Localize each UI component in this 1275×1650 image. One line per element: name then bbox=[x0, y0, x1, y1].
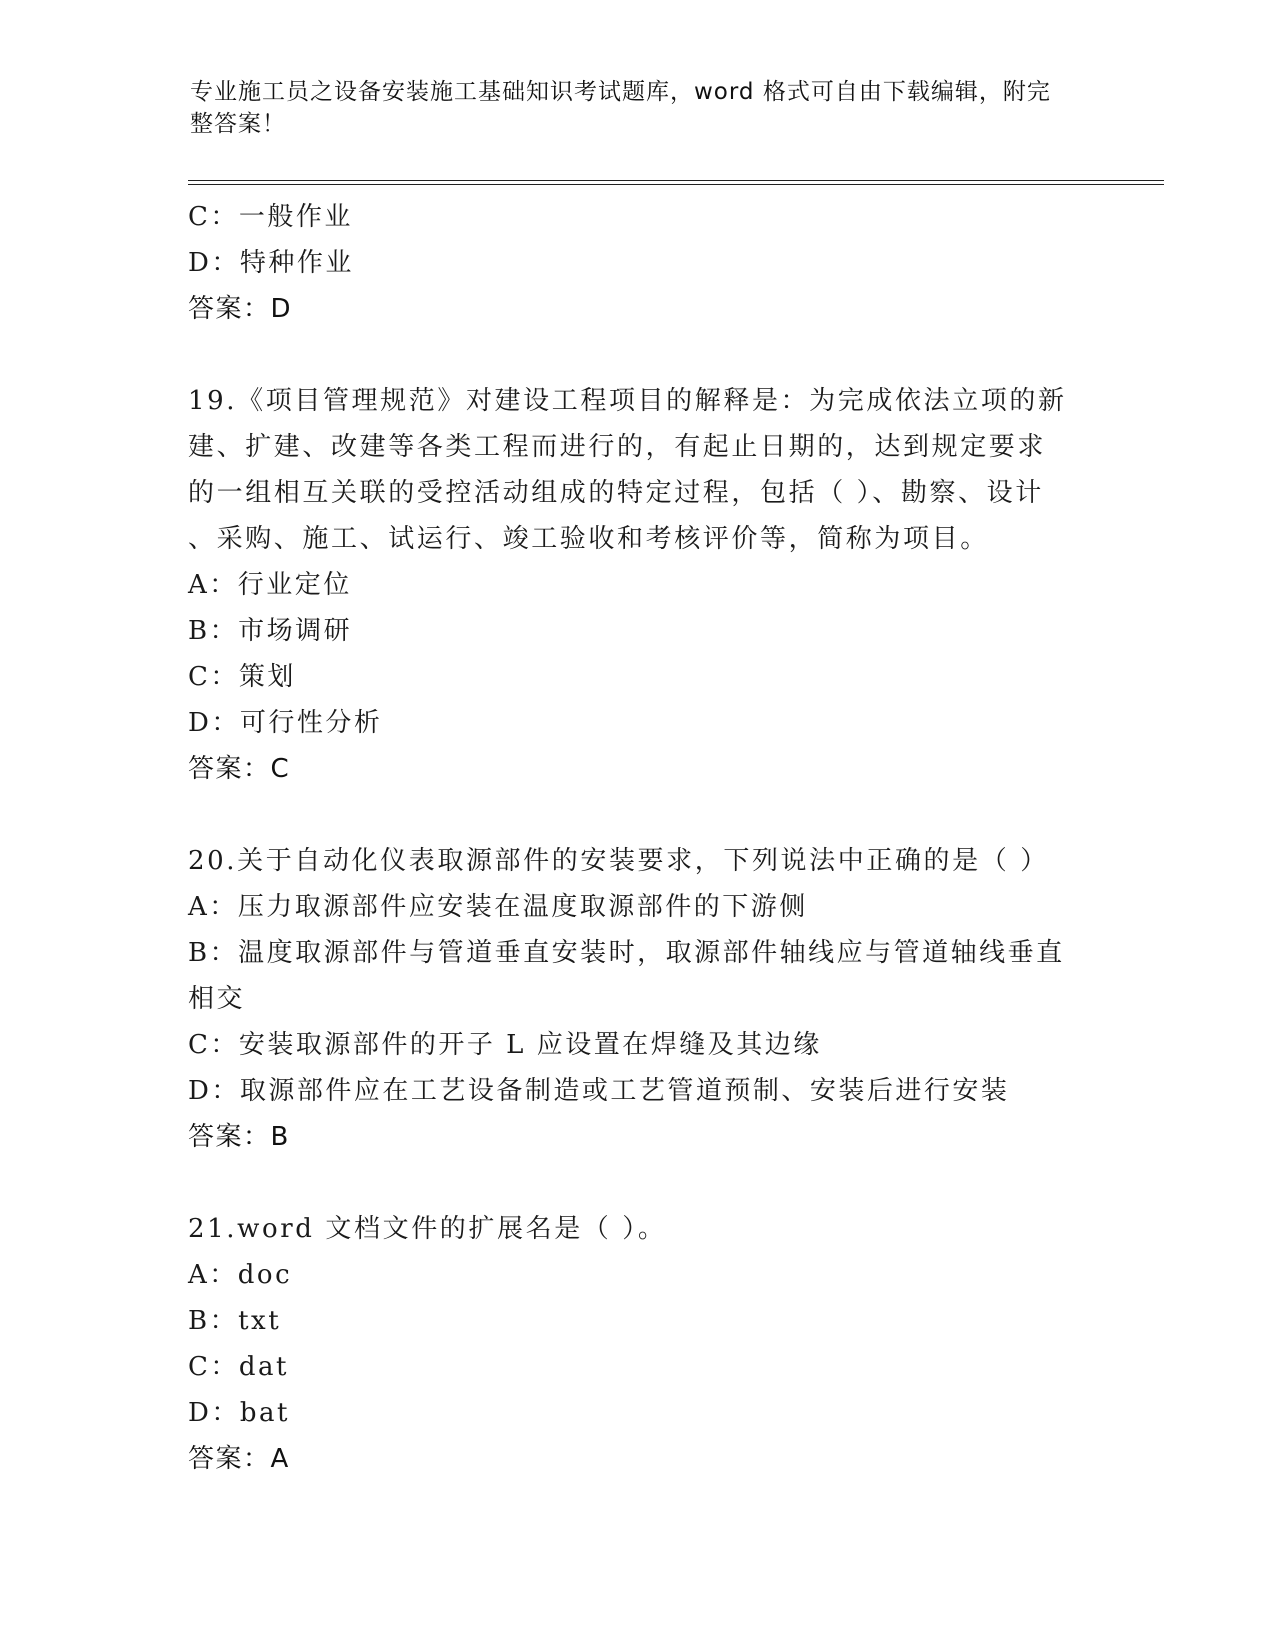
option-c: C：dat bbox=[188, 1352, 289, 1382]
question-20 bbox=[188, 838, 1088, 1160]
question-line: 19.《项目管理规范》对建设工程项目的解释是：为完成依法立项的新 bbox=[188, 386, 1067, 416]
header-line-1: 专业施工员之设备安装施工基础知识考试题库，word 格式可自由下载编辑，附完 bbox=[190, 79, 1051, 105]
previous-question bbox=[188, 194, 1088, 332]
option-d: D：特种作业 bbox=[188, 248, 354, 278]
spacer bbox=[188, 1160, 1088, 1206]
option-c: C：安装取源部件的开子 L 应设置在焊缝及其边缘 bbox=[188, 1030, 822, 1060]
option-b-continued: 相交 bbox=[188, 984, 246, 1014]
document-header bbox=[190, 76, 1090, 140]
option-b: B：市场调研 bbox=[188, 616, 353, 646]
question-line: 的一组相互关联的受控活动组成的特定过程，包括（ ）、勘察、设计 bbox=[188, 478, 1044, 508]
document-body bbox=[188, 194, 1088, 1482]
header-line-2: 整答案！ bbox=[190, 111, 286, 137]
answer-line: 答案：A bbox=[188, 1444, 290, 1474]
spacer bbox=[188, 792, 1088, 838]
question-line: 21.word 文档文件的扩展名是（ ）。 bbox=[188, 1214, 667, 1244]
option-a: A：压力取源部件应安装在温度取源部件的下游侧 bbox=[188, 892, 808, 922]
option-c: C：一般作业 bbox=[188, 202, 353, 232]
option-d: D：bat bbox=[188, 1398, 290, 1428]
answer-line: 答案：B bbox=[188, 1122, 290, 1152]
header-divider-top bbox=[188, 180, 1164, 181]
question-21 bbox=[188, 1206, 1088, 1482]
question-line: 、采购、施工、试运行、竣工验收和考核评价等，简称为项目。 bbox=[188, 524, 989, 554]
answer-line: 答案：C bbox=[188, 754, 291, 784]
option-a: A：doc bbox=[188, 1260, 293, 1290]
option-b: B：温度取源部件与管道垂直安装时，取源部件轴线应与管道轴线垂直 bbox=[188, 938, 1065, 968]
header-divider-bottom bbox=[188, 184, 1164, 185]
option-b: B：txt bbox=[188, 1306, 282, 1336]
question-line: 建、扩建、改建等各类工程而进行的，有起止日期的，达到规定要求 bbox=[188, 432, 1047, 462]
option-d: D：可行性分析 bbox=[188, 708, 383, 738]
spacer bbox=[188, 332, 1088, 378]
option-c: C：策划 bbox=[188, 662, 296, 692]
option-a: A：行业定位 bbox=[188, 570, 352, 600]
answer-line: 答案：D bbox=[188, 294, 293, 324]
option-d: D：取源部件应在工艺设备制造或工艺管道预制、安装后进行安装 bbox=[188, 1076, 1010, 1106]
question-line: 20.关于自动化仪表取源部件的安装要求，下列说法中正确的是（ ） bbox=[188, 846, 1049, 876]
question-19 bbox=[188, 378, 1088, 792]
